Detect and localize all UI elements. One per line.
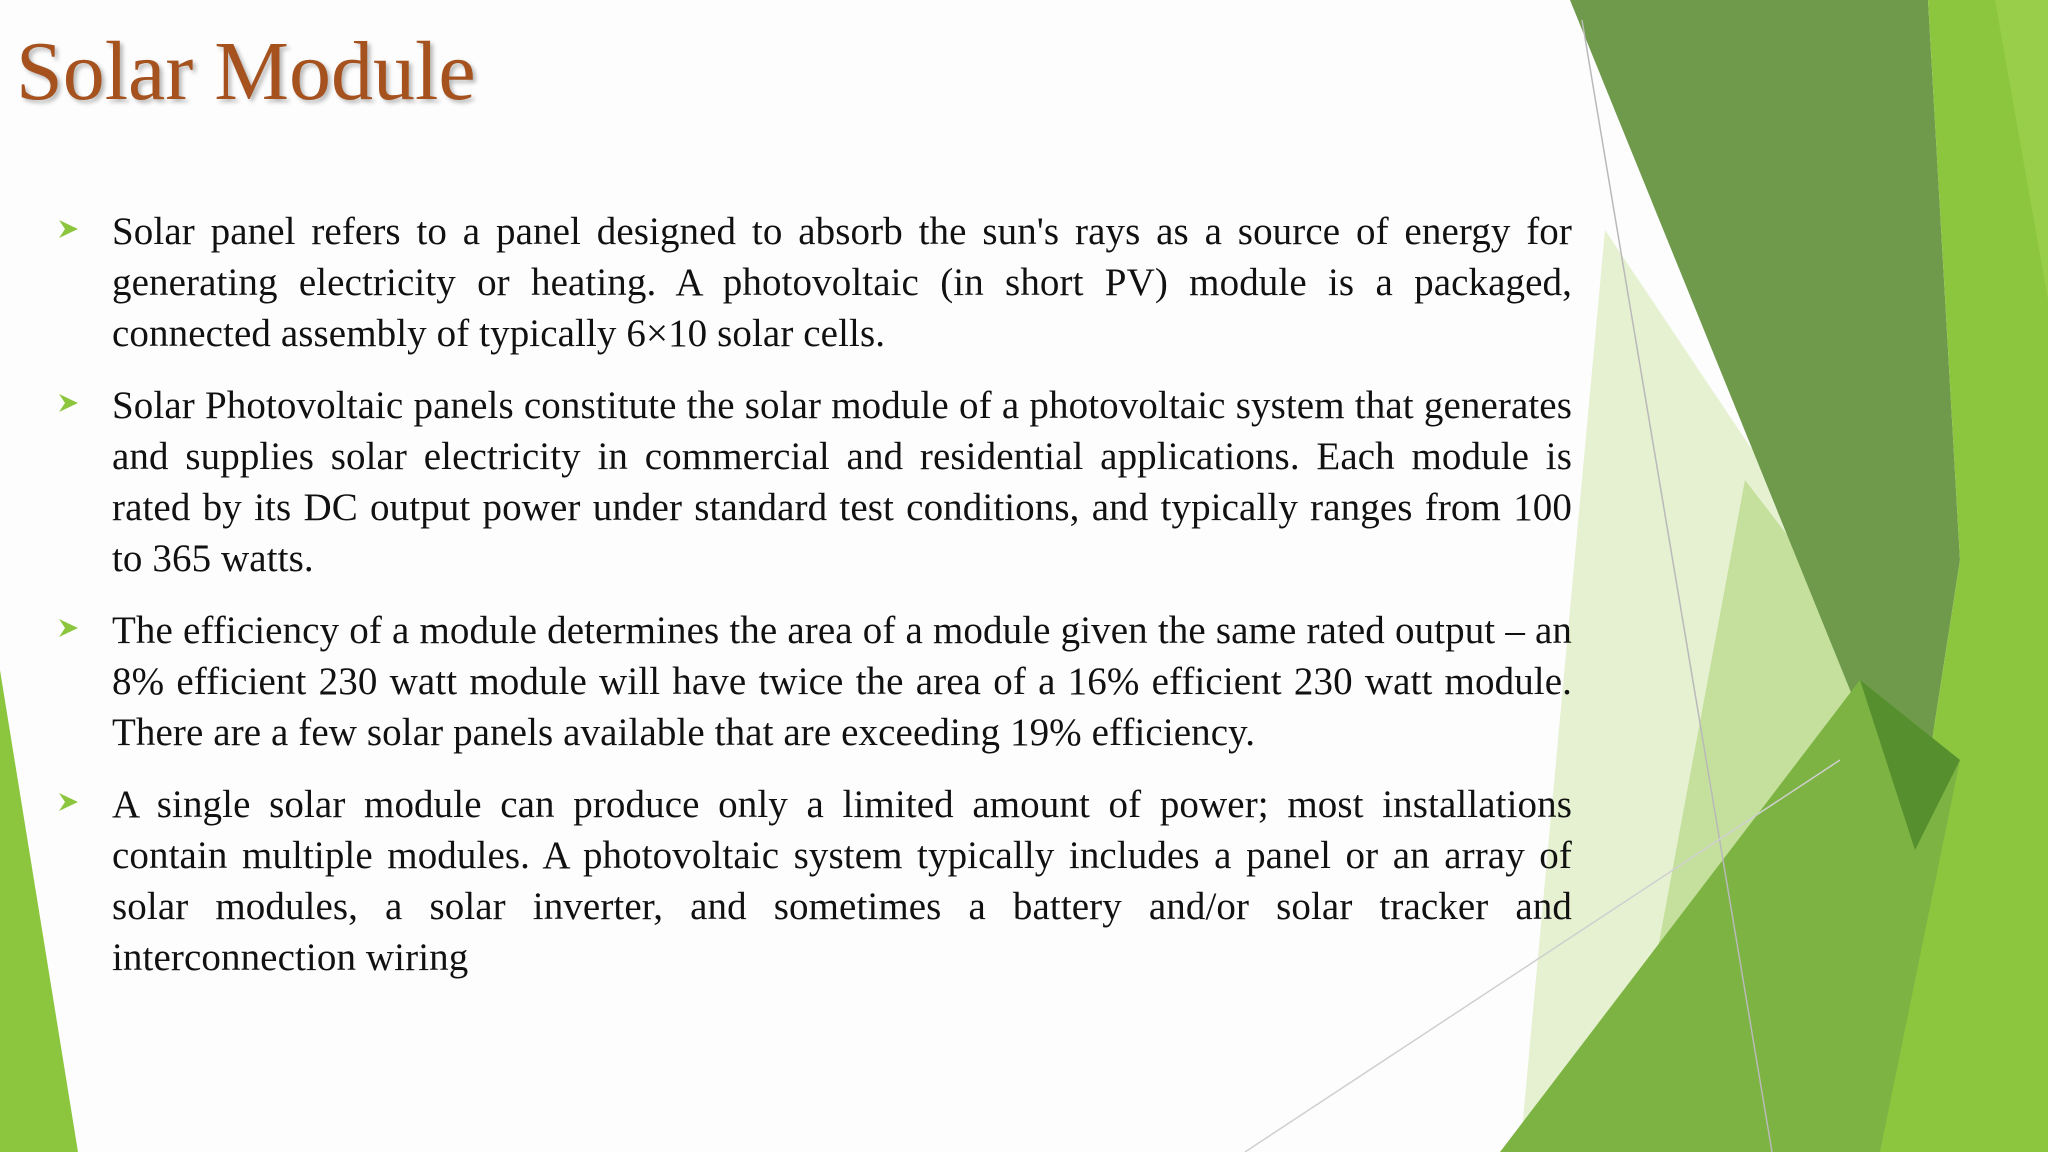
bullet-text: Solar Photovoltaic panels constitute the solar module of a photovoltaic system that generates and supplies solar electricity in commercial and residential applications. Each module is rated by its DC output power under standard test conditions, and typically ranges from 100 to 365 watts. bbox=[112, 384, 1572, 580]
bullet-item bbox=[50, 206, 1572, 359]
arrowhead-bullet-icon bbox=[56, 615, 82, 641]
bullet-item bbox=[50, 380, 1572, 584]
bullet-text: A single solar module can produce only a limited amount of power; most installations contain multiple modules. A photovoltaic system typically includes a panel or an array of solar modules, a solar inverter, and sometimes a battery and/or solar tracker and interconnection wiring bbox=[112, 783, 1572, 979]
arrowhead-bullet-icon bbox=[56, 216, 82, 242]
bullet-item bbox=[50, 605, 1572, 758]
arrowhead-bullet-icon bbox=[56, 390, 82, 416]
slide-title: Solar Module bbox=[16, 25, 476, 118]
bullet-text: Solar panel refers to a panel designed to absorb the sun's rays as a source of energy for generating electricity or heating. A photovoltaic (in short PV) module is a packaged, connected assembly of typically 6×10 solar cells. bbox=[112, 210, 1572, 355]
bullet-text: The efficiency of a module determines the area of a module given the same rated output – an 8% efficient 230 watt module will have twice the area of a 16% efficient 230 watt module. There are a few solar panels available that are exceeding 19% efficiency. bbox=[112, 609, 1572, 754]
bullet-item bbox=[50, 779, 1572, 983]
arrowhead-bullet-icon bbox=[56, 789, 82, 815]
bullet-list bbox=[50, 206, 1572, 1004]
